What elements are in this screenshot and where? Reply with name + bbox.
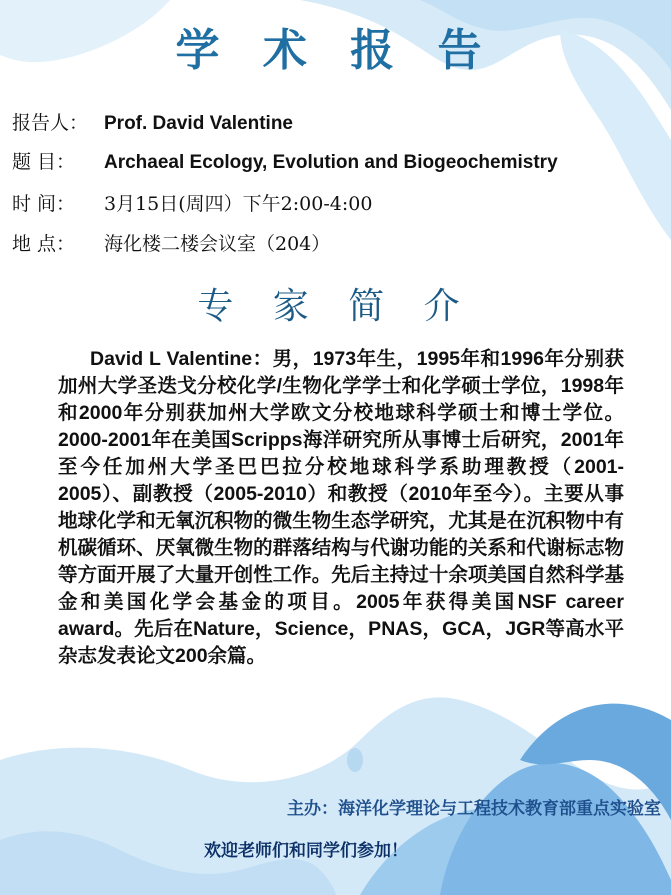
host-organizer: 主办：海洋化学理论与工程技术教育部重点实验室 — [287, 799, 661, 819]
time-value: 3月15日(周四）下午2:00-4:00 — [104, 193, 373, 215]
poster-title: 学 术 报 告 — [175, 25, 496, 76]
welcome-message: 欢迎老师们和同学们参加！ — [204, 841, 408, 861]
time-label: 时 间： — [12, 193, 76, 215]
expert-bio: David L Valentine：男，1973年生，1995年和1996年分别获加州大学圣迭戈分校化学/生物化学学士和化学硕士学位，1998年和2000年分别获加州大学欧文分校地球科学硕士和博士学位。2000-2001年在美国Scripps海洋研究所从事博士后研究，2001年至今任加州大学圣巴巴拉分校地球科学系助理教授（2001-2005）、副教授（2005-2010）和教授（2010年至今）。主要从事地球化学和无氧沉积物的微生物生态学研究，尤其是在沉积物中有机碳循环、厌氧微生物的群落结构与代谢功能的关系和代谢标志物等方面开展了大量开创性工作。先后主持过十余项美国自然科学基金和美国化学会基金的项目。2005年获得美国NSF career award。先后在Nature，Science，PNAS，GCA，JGR等高水平杂志发表论文200余篇。 — [58, 348, 624, 667]
topic-value: Archaeal Ecology, Evolution and Biogeochemistry — [104, 152, 558, 173]
topic-label: 题 目： — [12, 151, 76, 173]
place-label: 地 点： — [12, 233, 76, 255]
speaker-row — [12, 108, 293, 135]
section-title-bio: 专 家 简 介 — [197, 286, 474, 327]
place-row — [12, 229, 330, 256]
topic-row — [12, 147, 558, 174]
speaker-value: Prof. David Valentine — [104, 113, 293, 134]
speaker-label: 报告人： — [12, 112, 89, 134]
time-row — [12, 189, 372, 216]
place-value: 海化楼二楼会议室（204） — [104, 233, 331, 255]
